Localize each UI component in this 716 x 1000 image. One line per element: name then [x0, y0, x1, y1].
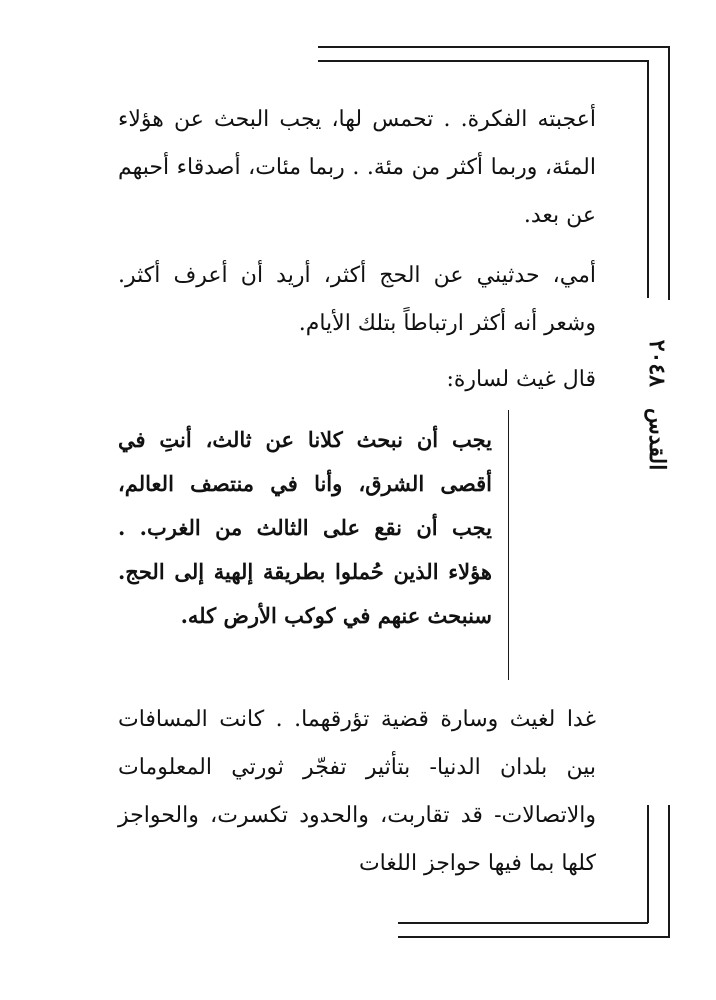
frame-line-right-outer-top — [668, 46, 670, 300]
quote-block — [118, 410, 509, 680]
frame-line-top-outer — [318, 46, 670, 48]
frame-line-bottom-inner — [398, 922, 648, 924]
running-header — [612, 285, 702, 525]
running-header-text — [644, 340, 670, 471]
frame-line-bottom-outer — [398, 936, 670, 938]
frame-line-right-inner-bottom — [647, 805, 649, 923]
frame-line-right-outer-bottom — [668, 805, 670, 937]
frame-line-right-inner-top — [647, 60, 649, 298]
frame-line-top-inner — [318, 60, 648, 62]
paragraph-3: قال غيث لسارة: — [446, 367, 596, 392]
closing-paragraph: غدا لغيث وسارة قضية تؤرقهما. . كانت المسافات بين بلدان الدنيا- بتأثير تفجّر ثورتي المعلومات والاتصالات- قد تقاربت، والحدود تكسرت، والحواجز كلها بما فيها حواجز اللغات — [118, 707, 596, 876]
paragraph-2: أمي، حدثيني عن الحج أكثر، أريد أن أعرف أكثر. وشعر أنه أكثر ارتباطاً بتلك الأيام. — [118, 263, 596, 336]
book-title-number: ٢٠٤٨ — [644, 339, 670, 387]
book-title: القدس — [644, 407, 670, 471]
paragraph-1: أعجبته الفكرة. . تحمس لها، يجب البحث عن هؤلاء المئة، وربما أكثر من مئة. . ربما مئات، أصدقاء أحبهم عن بعد. — [118, 107, 596, 228]
quote-text: يجب أن نبحث كلانا عن ثالث، أنتِ في أقصى الشرق، وأنا في منتصف العالم، يجب أن نقع على الثالث من الغرب. . هؤلاء الذين حُملوا بطريقة إلهية إلى الحج. سنبحث عنهم في كوكب الأرض كله. — [118, 427, 492, 628]
